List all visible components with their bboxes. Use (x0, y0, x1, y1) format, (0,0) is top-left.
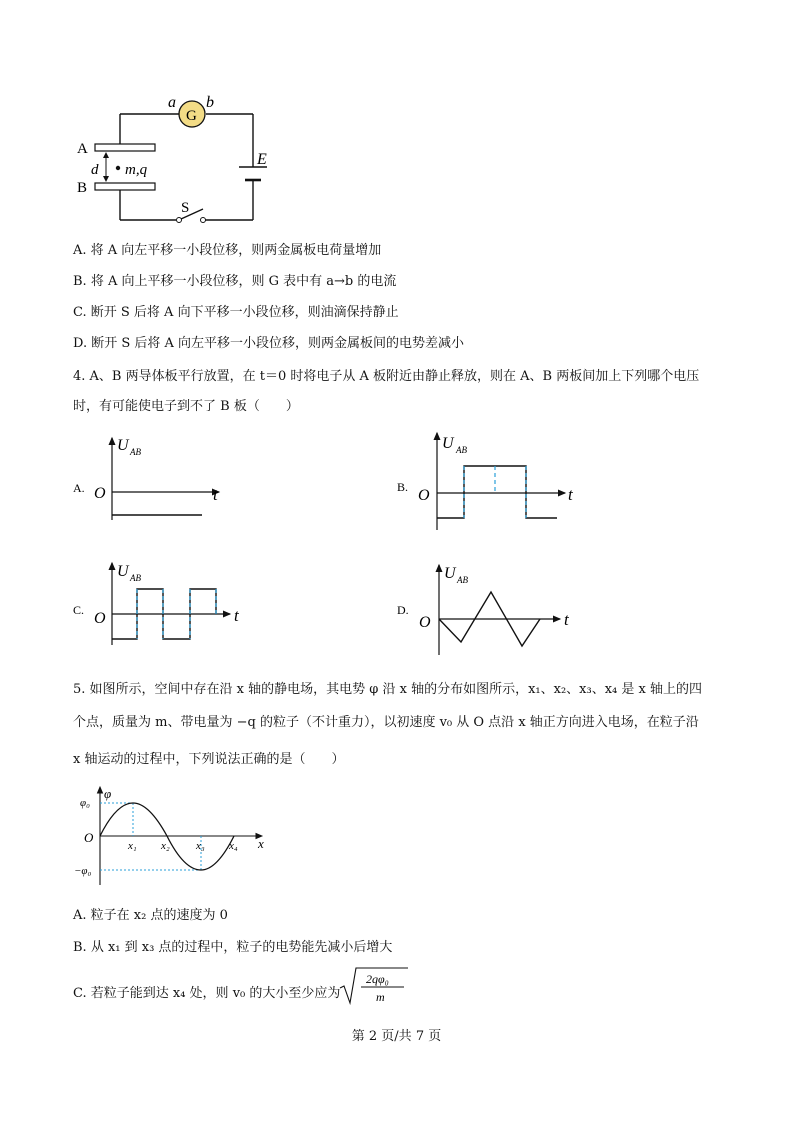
x1-label: x₁ (128, 840, 137, 852)
q4-stem-line2: 时，有可能使电子到不了 B 板（ ） (73, 399, 299, 414)
label-e: E (257, 151, 267, 168)
svg-text:U: U (442, 435, 454, 452)
svg-text:t: t (213, 485, 218, 504)
label-g: G (186, 108, 197, 124)
sqrt-denominator: m (376, 990, 385, 1004)
q5-stem-line1: 5. 如图所示，空间中存在沿 x 轴的静电场，其电势 φ 沿 x 轴的分布如图所示，x₁、x₂、x₃、x₄ 是 x 轴上的四 (73, 682, 702, 697)
svg-text:D.: D. (397, 603, 409, 617)
svg-text:A.: A. (73, 481, 85, 495)
svg-text:AB: AB (456, 445, 467, 455)
x2-label: x₂ (161, 840, 170, 852)
svg-text:B.: B. (397, 480, 409, 494)
svg-text:AB: AB (457, 575, 468, 585)
x4-label: x₄ (229, 840, 238, 852)
svg-text:O: O (94, 485, 106, 502)
svg-text:C.: C. (73, 603, 85, 617)
label-s: S (181, 200, 190, 216)
q5-stem-line3: x 轴运动的过程中，下列说法正确的是（ ） (73, 752, 345, 767)
q5-option-a: A. 粒子在 x₂ 点的速度为 0 (73, 908, 228, 923)
svg-text:AB: AB (130, 573, 141, 583)
svg-text:U: U (117, 563, 129, 580)
q5-option-b: B. 从 x₁ 到 x₃ 点的过程中，粒子的电势能先减小后增大 (73, 940, 393, 955)
label-plate-b: B (77, 180, 88, 196)
svg-text:O: O (418, 487, 430, 504)
label-plate-a: A (77, 141, 88, 157)
x-axis-label: x (258, 836, 264, 851)
svg-text:t: t (234, 606, 239, 625)
origin-label: O (84, 830, 94, 845)
phi-label: φ (104, 786, 112, 801)
neg-phi0-label: −φ₀ (74, 865, 92, 877)
x3-label: x₃ (196, 840, 205, 852)
sqrt-numerator: 2qφ₀ (366, 972, 389, 986)
q5-option-c: C. 若粒子能到达 x₄ 处，则 v₀ 的大小至少应为 (73, 986, 341, 1001)
svg-text:U: U (444, 565, 456, 582)
phi0-label: φ₀ (80, 797, 90, 809)
svg-text:AB: AB (130, 447, 141, 457)
label-a: a (168, 94, 176, 111)
svg-text:U: U (117, 437, 129, 454)
q3-option-c: C. 断开 S 后将 A 向下平移一小段位移，则油滴保持静止 (73, 305, 399, 320)
label-d: d (91, 162, 99, 178)
label-b: b (206, 94, 214, 111)
q5-stem-line2: 个点，质量为 m、带电量为 −q 的粒子（不计重力），以初速度 v₀ 从 O 点沿 x 轴正方向进入电场，在粒子沿 (73, 715, 699, 730)
svg-text:O: O (94, 610, 106, 627)
q3-option-b: B. 将 A 向上平移一小段位移，则 G 表中有 a→b 的电流 (73, 274, 397, 289)
q3-option-a: A. 将 A 向左平移一小段位移，则两金属板电荷量增加 (73, 243, 382, 258)
q4-stem-line1: 4. A、B 两导体板平行放置，在 t＝0 时将电子从 A 板附近由静止释放，则在 A、B 两板间加上下列哪个电压 (73, 369, 700, 384)
svg-text:O: O (419, 614, 431, 631)
label-mq: m,q (125, 162, 148, 178)
svg-text:t: t (568, 485, 573, 504)
svg-text:t: t (564, 610, 569, 629)
page-footer: 第 2 页/共 7 页 (351, 1029, 442, 1044)
q3-option-d: D. 断开 S 后将 A 向左平移一小段位移，则两金属板间的电势差减小 (73, 336, 465, 351)
